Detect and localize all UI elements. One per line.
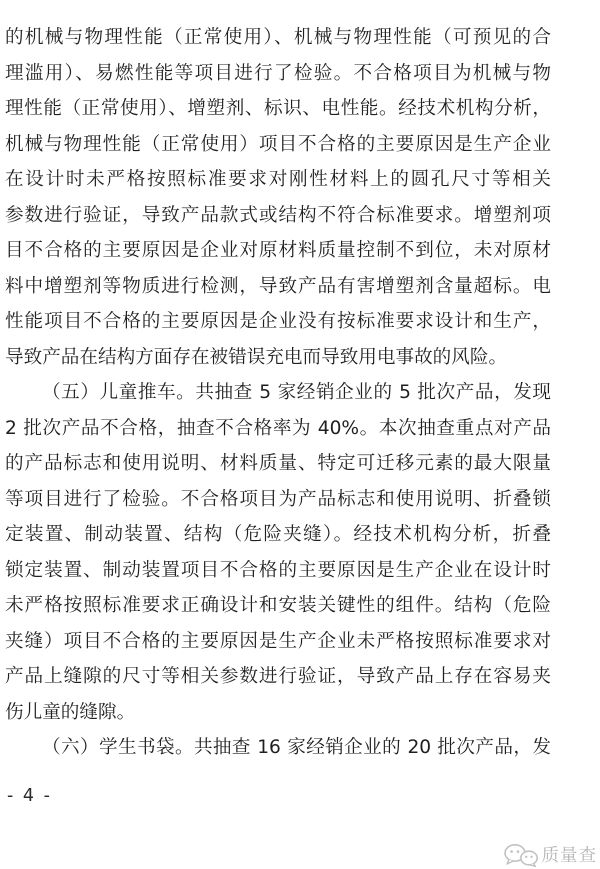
text-line: 定装置、制动装置、结构（危险夹缝）。经技术机构分析，折叠 [5,524,551,545]
text-line: 理滥用）、易燃性能等项目进行了检验。不合格项目为机械与物 [5,62,551,84]
text-line: 性能项目不合格的主要原因是企业没有按标准要求设计和生产， [5,311,551,332]
text-line: 参数进行验证，导致产品款式或结构不符合标准要求。增塑剂项 [5,204,551,226]
watermark-label: 质量查 [541,846,597,866]
text-line: 目不合格的主要原因是企业对原材料质量控制不到位，未对原材 [5,240,551,261]
text-line: 机械与物理性能（正常使用）项目不合格的主要原因是生产企业 [5,133,551,155]
text-line: 产品上缝隙的尺寸等相关参数进行验证，导致产品上存在容易夹 [5,666,551,687]
text-line: 料中增塑剂等物质进行检测，导致产品有害增塑剂含量超标。电 [5,275,551,297]
text-line: 理性能（正常使用）、增塑剂、标识、电性能。经技术机构分析， [5,98,551,119]
text-line: 伤儿童的缝隙。 [5,701,136,723]
wechat-icon [503,843,539,867]
watermark [503,842,598,867]
text-line: 的机械与物理性能（正常使用）、机械与物理性能（可预见的合 [5,27,551,48]
document-body [5,20,551,766]
text-line: 夹缝）项目不合格的主要原因是生产企业未严格按照标准要求对 [5,630,551,652]
text-line: 在设计时未严格按照标准要求对刚性材料上的圆孔尺寸等相关 [5,169,551,190]
text-line: 未严格按照标准要求正确设计和安装关键性的组件。结构（危险 [5,595,551,616]
text-line: 的产品标志和使用说明、材料质量、特定可迁移元素的最大限量 [5,453,551,474]
text-line: （五）儿童推车。共抽查 5 家经销企业的 5 批次产品，发现 [42,382,551,403]
text-line: 导致产品在结构方面存在被错误充电而导致用电事故的风险。 [5,346,508,368]
text-line: 2 批次产品不合格，抽查不合格率为 40%。本次抽查重点对产品 [5,417,551,439]
page-number: - 4 - [7,786,52,806]
text-line: 等项目进行了检验。不合格项目为产品标志和使用说明、折叠锁 [5,488,551,510]
text-line: （六）学生书袋。共抽查 16 家经销企业的 20 批次产品，发 [42,737,551,758]
text-line: 锁定装置、制动装置项目不合格的主要原因是生产企业在设计时 [5,559,551,581]
